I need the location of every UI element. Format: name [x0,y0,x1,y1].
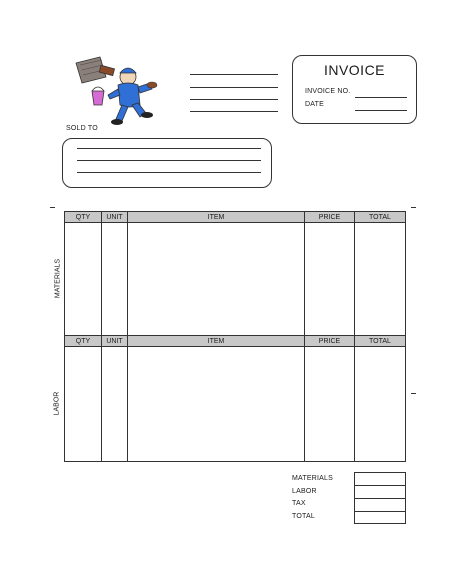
summary-materials-label: MATERIALS [292,475,333,482]
labor-side-label: LABOR [53,391,61,416]
invoice-title: INVOICE [323,62,386,78]
summary-tax-field[interactable] [354,511,406,512]
col-item: ITEM [128,336,305,346]
invoice-no-label: INVOICE NO. [305,88,351,95]
invoice-box [292,55,417,124]
col-total: TOTAL [369,213,391,221]
column-divider [127,347,128,462]
summary-total-label: TOTAL [292,513,315,520]
corner-tick [411,393,416,394]
corner-tick [50,207,55,208]
summary-materials-field[interactable] [354,485,406,486]
summary-labor-field[interactable] [354,498,406,499]
col-unit: UNIT [102,212,128,222]
painter-mascot-icon [70,55,160,127]
company-line-2[interactable] [190,87,278,88]
col-unit: UNIT [102,336,128,346]
column-divider [354,223,355,335]
column-divider [304,223,305,335]
materials-header-row [64,211,406,223]
sold-to-box [62,138,272,188]
sold-to-line-2[interactable] [77,160,261,161]
sold-to-label: SOLD TO [66,125,98,132]
col-price: PRICE [305,212,355,222]
labor-header-row [64,335,406,347]
company-line-4[interactable] [190,111,278,112]
sold-to-line-1[interactable] [77,148,261,149]
column-divider [354,347,355,462]
company-line-1[interactable] [190,74,278,75]
date-field[interactable] [355,110,407,111]
col-qty: QTY [65,336,102,346]
sold-to-line-3[interactable] [77,172,261,173]
corner-tick [411,207,416,208]
col-item: ITEM [128,212,305,222]
column-divider [127,223,128,335]
col-price: PRICE [305,336,355,346]
date-label: DATE [305,101,324,108]
summary-tax-label: TAX [292,500,306,507]
materials-side-label: MATERIALS [54,258,62,299]
column-divider [101,223,102,335]
column-divider [101,347,102,462]
column-divider [304,347,305,462]
summary-labor-label: LABOR [292,488,317,495]
company-line-3[interactable] [190,99,278,100]
invoice-no-field[interactable] [355,97,407,98]
col-total: TOTAL [369,337,391,345]
col-qty: QTY [65,212,102,222]
